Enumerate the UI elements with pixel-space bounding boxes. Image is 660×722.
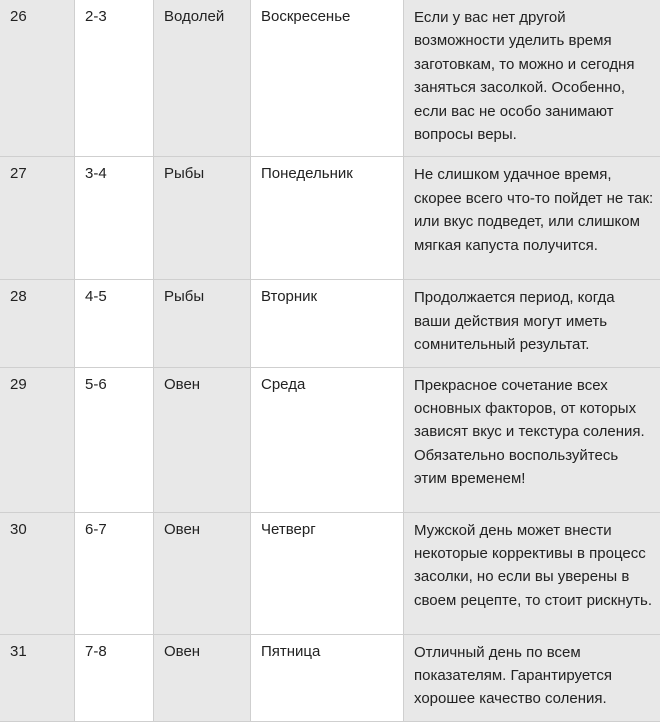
moon-day-cell: 6-7 xyxy=(75,512,154,634)
day-cell: 31 xyxy=(0,634,75,721)
zodiac-sign-cell: Овен xyxy=(154,367,251,512)
zodiac-sign-cell: Овен xyxy=(154,512,251,634)
weekday-cell: Вторник xyxy=(251,280,404,367)
moon-day-cell: 2-3 xyxy=(75,0,154,157)
note-cell: Не слишком удачное время, скорее всего что-то пойдет не так: или вкус подведет, или слишком мягкая капуста получится. xyxy=(404,157,660,280)
moon-day-cell: 3-4 xyxy=(75,157,154,280)
zodiac-sign-cell: Рыбы xyxy=(154,280,251,367)
moon-day-cell: 7-8 xyxy=(75,634,154,721)
zodiac-sign-cell: Овен xyxy=(154,634,251,721)
table-row xyxy=(0,157,660,280)
weekday-cell: Четверг xyxy=(251,512,404,634)
note-cell: Мужской день может внести некоторые коррективы в процесс засолки, но если вы уверены в своем рецепте, то стоит рискнуть. xyxy=(404,512,660,634)
note-cell: Если у вас нет другой возможности уделить время заготовкам, то можно и сегодня заняться засолкой. Особенно, если вас не особо занимают вопросы веры. xyxy=(404,0,660,157)
zodiac-sign-cell: Водолей xyxy=(154,0,251,157)
day-cell: 27 xyxy=(0,157,75,280)
moon-day-cell: 5-6 xyxy=(75,367,154,512)
table-row xyxy=(0,512,660,634)
weekday-cell: Воскресенье xyxy=(251,0,404,157)
day-cell: 30 xyxy=(0,512,75,634)
day-cell: 29 xyxy=(0,367,75,512)
weekday-cell: Понедельник xyxy=(251,157,404,280)
day-cell: 28 xyxy=(0,280,75,367)
day-cell: 26 xyxy=(0,0,75,157)
weekday-cell: Среда xyxy=(251,367,404,512)
table-row xyxy=(0,367,660,512)
zodiac-sign-cell: Рыбы xyxy=(154,157,251,280)
table-row xyxy=(0,280,660,367)
note-cell: Продолжается период, когда ваши действия могут иметь сомнительный результат. xyxy=(404,280,660,367)
note-cell: Прекрасное сочетание всех основных факторов, от которых зависят вкус и текстура соления. Обязательно воспользуйтесь этим временем! xyxy=(404,367,660,512)
weekday-cell: Пятница xyxy=(251,634,404,721)
table-row xyxy=(0,634,660,721)
note-cell: Отличный день по всем показателям. Гарантируется хорошее качество соления. xyxy=(404,634,660,721)
moon-day-cell: 4-5 xyxy=(75,280,154,367)
table-row xyxy=(0,0,660,157)
